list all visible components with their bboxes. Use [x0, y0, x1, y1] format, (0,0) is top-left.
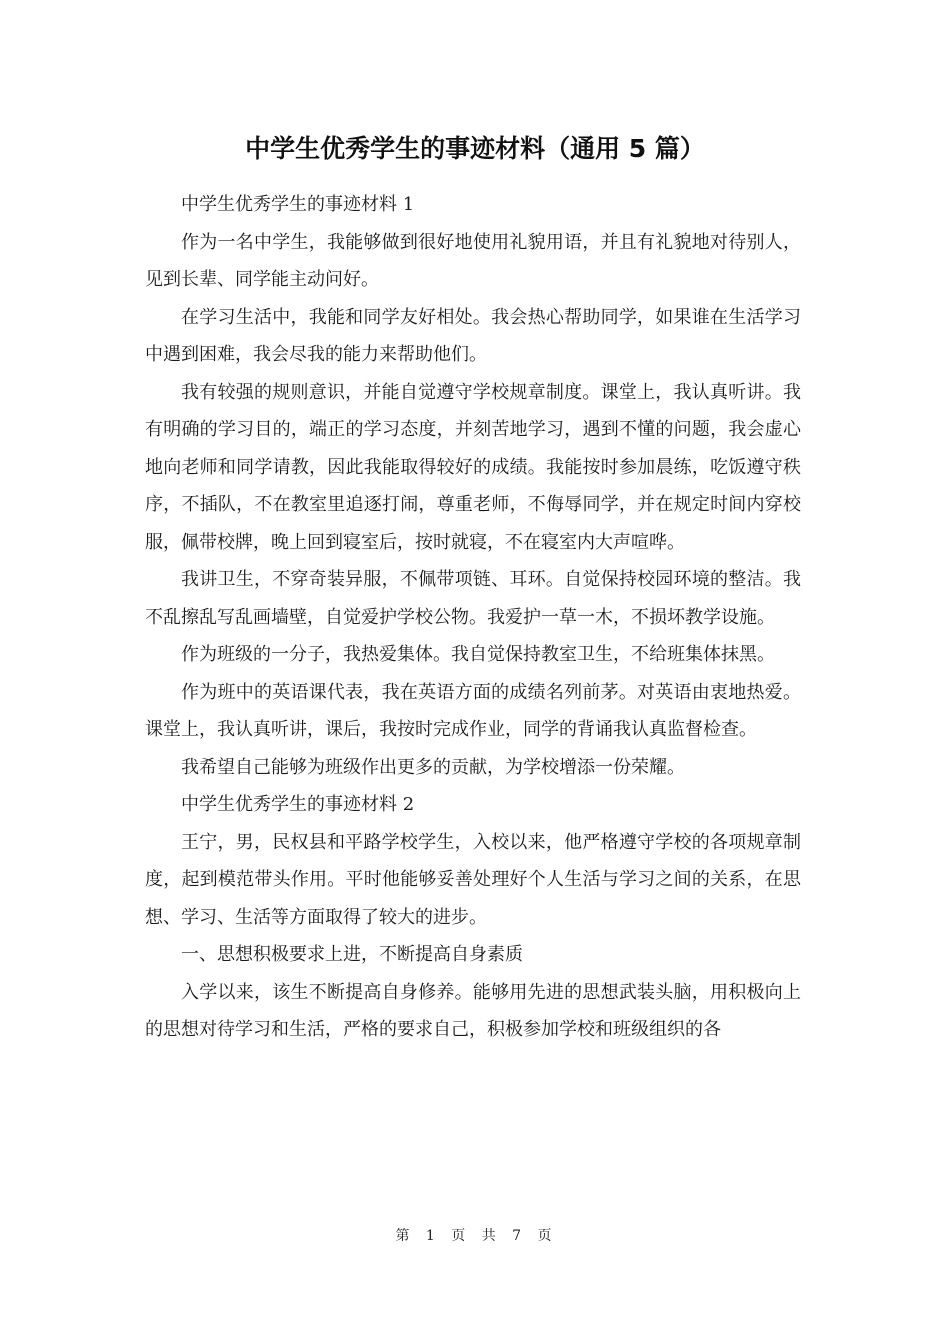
page-footer: 第 1 页 共 7 页	[395, 1228, 555, 1244]
paragraph: 王宁，男，民权县和平路学校学生，入校以来，他严格遵守学校的各项规章制度，起到模范带头作用。平时他能够妥善处理好个人生活与学习之间的关系，在思想、学习、生活等方面取得了较大的进步。	[145, 831, 801, 928]
document-body	[145, 186, 801, 1049]
paragraph-heading-1: 中学生优秀学生的事迹材料 1	[181, 194, 415, 215]
paragraph-heading-2: 中学生优秀学生的事迹材料 2	[181, 794, 415, 815]
paragraph: 入学以来，该生不断提高自身修养。能够用先进的思想武装头脑，用积极向上的思想对待学习和生活，严格的要求自己，积极参加学校和班级组织的各	[145, 981, 801, 1040]
paragraph: 作为班中的英语课代表，我在英语方面的成绩名列前茅。对英语由衷地热爱。课堂上，我认真听讲，课后，我按时完成作业，同学的背诵我认真监督检查。	[145, 681, 801, 740]
paragraph: 作为班级的一分子，我热爱集体。我自觉保持教室卫生，不给班集体抹黑。	[181, 644, 775, 665]
paragraph: 我希望自己能够为班级作出更多的贡献，为学校增添一份荣耀。	[181, 756, 685, 778]
section-heading: 一、思想积极要求上进，不断提高自身素质	[181, 944, 523, 965]
document-title: 中学生优秀学生的事迹材料（通用 5 篇）	[245, 134, 705, 163]
paragraph: 在学习生活中，我能和同学友好相处。我会热心帮助同学，如果谁在生活学习中遇到困难，我会尽我的能力来帮助他们。	[145, 306, 801, 365]
paragraph: 我有较强的规则意识，并能自觉遵守学校规章制度。课堂上，我认真听讲。我有明确的学习目的，端正的学习态度，并刻苦地学习，遇到不懂的问题，我会虚心地向老师和同学请教，因此我能取得较好的成绩。我能按时参加晨练，吃饭遵守秩序，不插队，不在教室里追逐打闹，尊重老师，不侮辱同学，并在规定时间内穿校服，佩带校牌，晚上回到寝室后，按时就寝，不在寝室内大声喧哗。	[145, 381, 801, 553]
paragraph: 作为一名中学生，我能够做到很好地使用礼貌用语，并且有礼貌地对待别人，见到长辈、同学能主动问好。	[145, 231, 801, 290]
paragraph: 我讲卫生，不穿奇装异服，不佩带项链、耳环。自觉保持校园环境的整洁。我不乱擦乱写乱画墙壁，自觉爱护学校公物。我爱护一草一木，不损坏教学设施。	[145, 569, 801, 628]
